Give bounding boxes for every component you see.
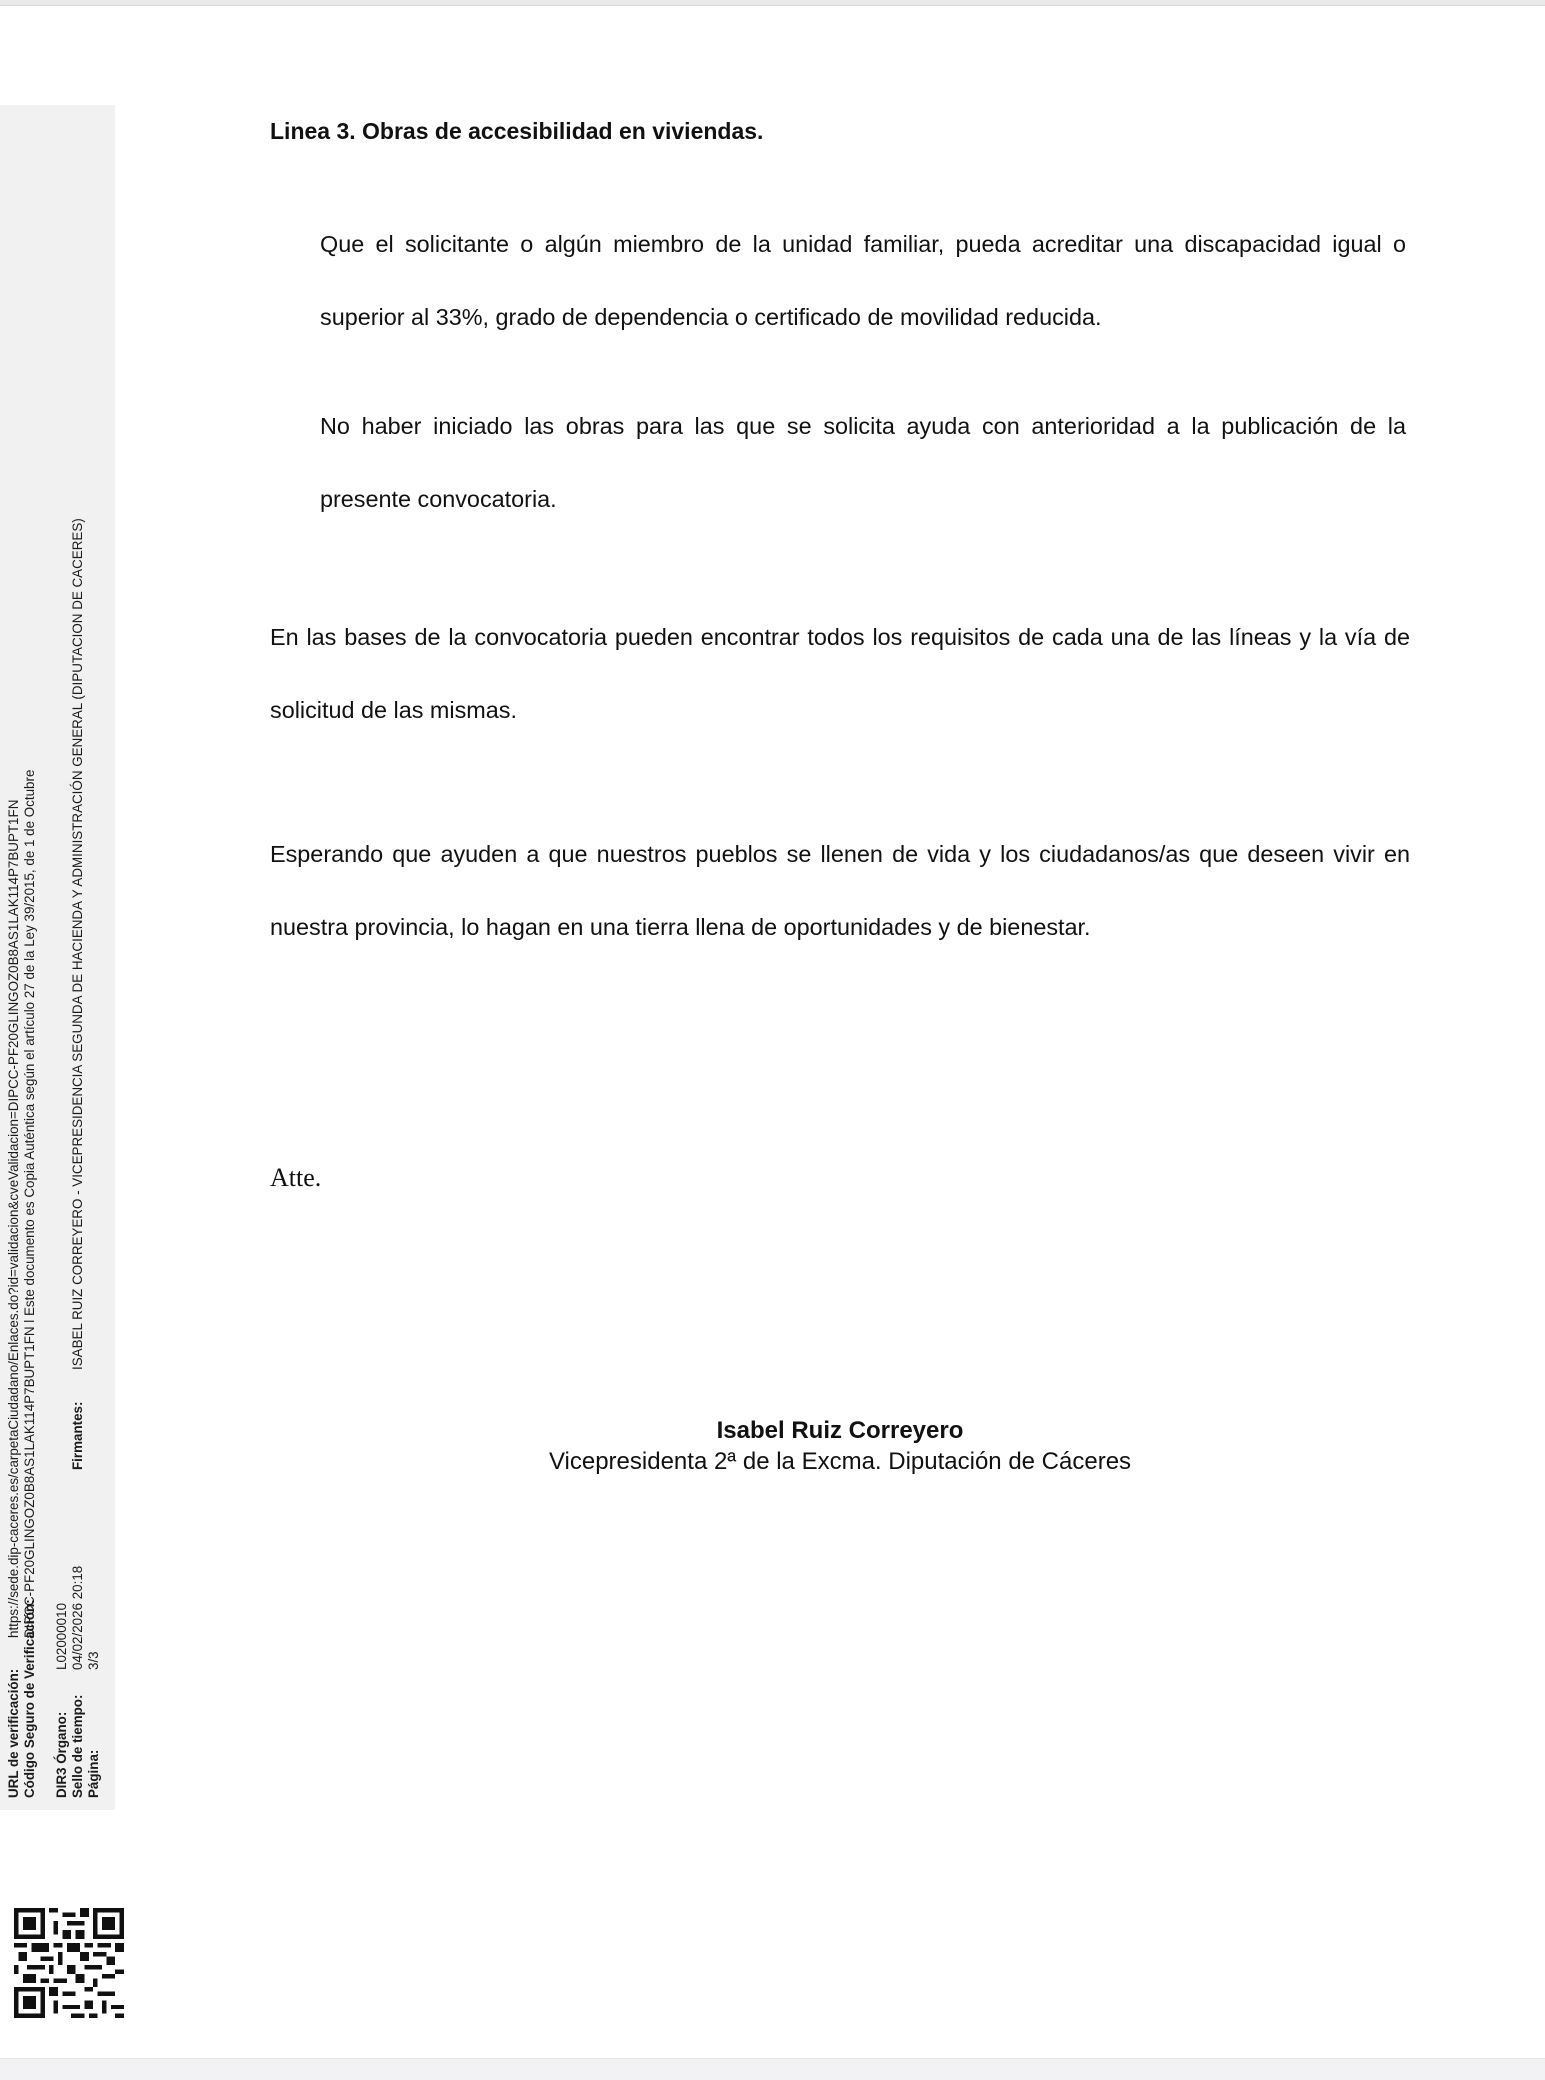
signer-name: Isabel Ruiz Correyero	[716, 1417, 964, 1444]
firmantes-value: ISABEL RUIZ CORREYERO - VICEPRESIDENCIA SEGUNDA DE HACIENDA Y ADMINISTRACIÓN GENERAL (DIPUTACION DE CACERES)	[70, 518, 85, 1370]
section-heading: Linea 3. Obras de accesibilidad en viviendas.	[270, 118, 764, 144]
top-divider	[0, 0, 1545, 6]
dir3-value: L02000010	[54, 1602, 69, 1670]
closing-salutation: Atte.	[270, 1163, 322, 1192]
csv-value: DIPCC-PF20GLINGOZ0B8AS1LAK114P7BUPT1FN l Este documento es Copia Auténtica según el artículo 27 de la Ley 39/2015, de 1 de Octubre	[22, 769, 37, 1638]
pagina-value: 3/3	[86, 1651, 101, 1670]
url-label: URL de verificación:	[6, 1668, 21, 1798]
csv-label: Código Seguro de Verificación:	[22, 1599, 37, 1798]
verification-sidebar	[0, 105, 115, 1810]
bottom-bar	[0, 2058, 1545, 2080]
requirement-paragraph-2: No haber iniciado las obras para las que se solicita ayuda con anterioridad a la publicación de la presente convocatoria.	[320, 413, 1406, 512]
sello-value: 04/02/2026 20:18	[70, 1565, 85, 1670]
firmantes-label: Firmantes:	[70, 1401, 85, 1470]
url-value[interactable]: https://sede.dip-caceres.es/carpetaCiudadano/Enlaces.do?id=validacion&cveValidacion=DIPCC-PF20GLINGOZ0B8AS1LAK114P7BUPT1FN	[6, 799, 21, 1638]
pagina-label: Página:	[86, 1749, 101, 1798]
sello-label: Sello de tiempo:	[70, 1694, 85, 1798]
verification-text-block	[6, 148, 115, 1798]
signature-block	[270, 1415, 1410, 1477]
meta-labels	[54, 1695, 102, 1798]
verification-values	[6, 770, 38, 1638]
info-paragraph: En las bases de la convocatoria pueden encontrar todos los requisitos de cada una de las líneas y la vía de solicitud de las mismas.	[270, 624, 1410, 723]
closing-paragraph: Esperando que ayuden a que nuestros pueblos se llenen de vida y los ciudadanos/as que deseen vivir en nuestra provincia, lo hagan en una tierra llena de oportunidades y de bienestar.	[270, 841, 1410, 940]
qr-code-icon	[14, 1908, 124, 2018]
dir3-label: DIR3 Órgano:	[54, 1711, 69, 1798]
requirement-paragraph-1: Que el solicitante o algún miembro de la unidad familiar, pueda acreditar una discapacidad igual o superior al 33%, grado de dependencia o certificado de movilidad reducida.	[320, 231, 1406, 330]
meta-values	[54, 1566, 102, 1670]
signer-title: Vicepresidenta 2ª de la Excma. Diputación de Cáceres	[548, 1448, 1132, 1475]
